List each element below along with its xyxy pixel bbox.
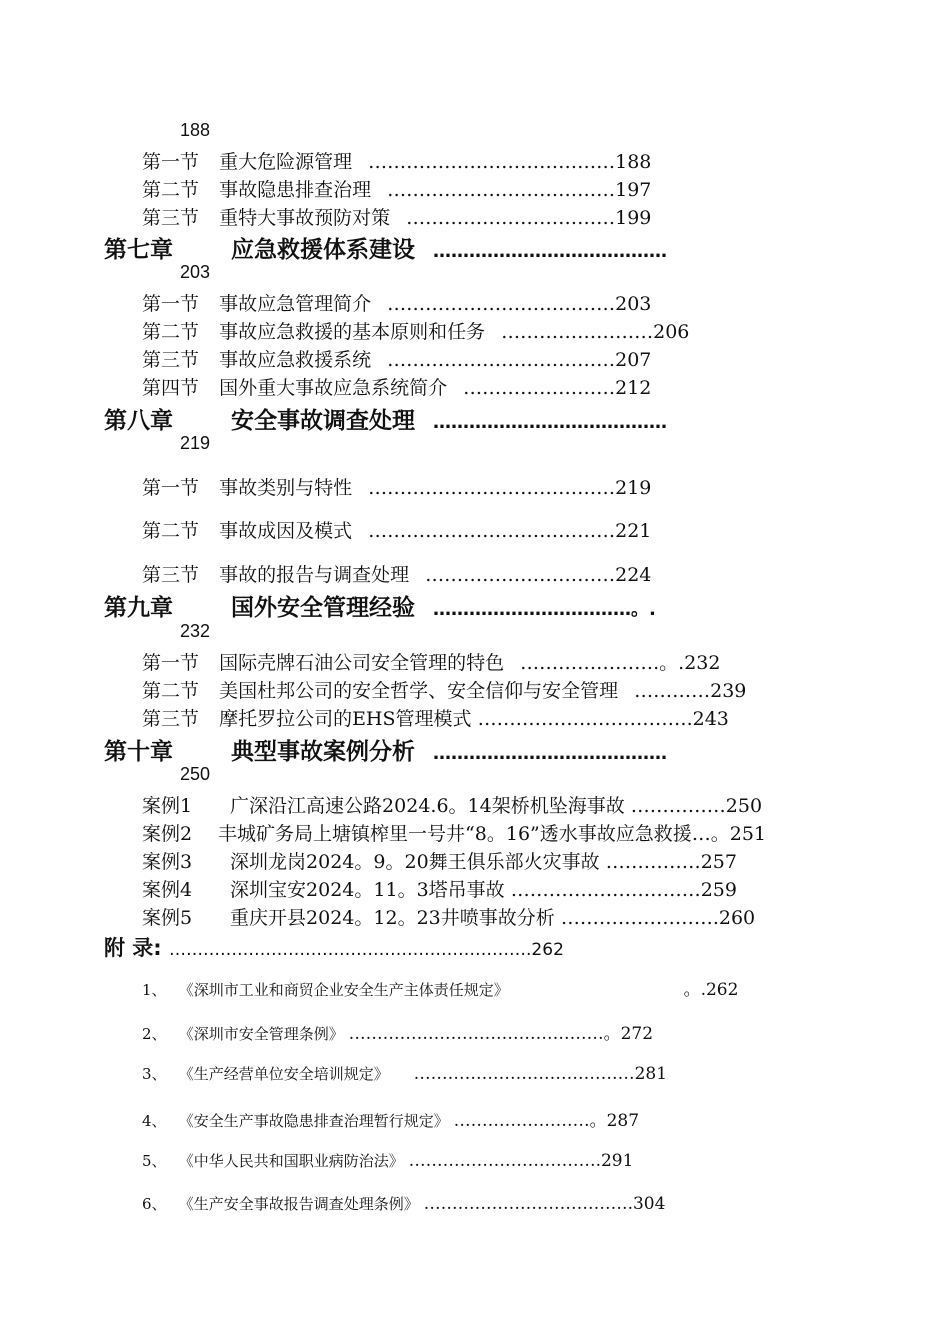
dot-leader: ……………257 bbox=[605, 851, 737, 873]
section-label: 第一节 bbox=[142, 477, 200, 499]
section-title: 国际壳牌石油公司安全管理的特色 bbox=[219, 652, 505, 674]
dot-leader: ………………………………… bbox=[433, 412, 668, 433]
dot-leader: ………………………………………。272 bbox=[348, 1024, 654, 1044]
appendix-entry[interactable] bbox=[142, 975, 738, 1000]
dot-leader: ………………………………… bbox=[433, 241, 668, 262]
chapter-label: 第八章 bbox=[104, 408, 173, 434]
chapter-label: 第七章 bbox=[104, 237, 173, 263]
dot-leader: …………………………………281 bbox=[413, 1064, 668, 1084]
section-label: 第二节 bbox=[142, 520, 200, 542]
appendix-title: 《安全生产事故隐患排查治理暂行规定》 bbox=[178, 1112, 449, 1130]
appendix-number: 4、 bbox=[142, 1112, 167, 1130]
section-label: 第一节 bbox=[142, 652, 200, 674]
section-title: 事故应急救援系统 bbox=[219, 349, 372, 371]
section-title: 国外重大事故应急系统简介 bbox=[219, 377, 448, 399]
case-label: 案例2 bbox=[142, 823, 193, 845]
appendix-entry[interactable] bbox=[142, 1150, 633, 1171]
chapter-heading[interactable] bbox=[104, 231, 667, 264]
case-title: 深圳宝安2024。11。3塔吊事故 bbox=[230, 879, 505, 901]
toc-entry[interactable] bbox=[142, 704, 729, 731]
section-label: 第三节 bbox=[142, 708, 200, 730]
case-entry[interactable] bbox=[142, 791, 762, 818]
section-label: 第四节 bbox=[142, 377, 200, 399]
case-title: 深圳龙岗2024。9。20舞王俱乐部火灾事故 bbox=[230, 851, 600, 873]
page-number: 219 bbox=[180, 433, 211, 453]
case-label: 案例4 bbox=[142, 879, 193, 901]
dot-leader: ………………………………203 bbox=[387, 293, 652, 315]
chapter-title: 安全事故调查处理 bbox=[231, 408, 416, 434]
toc-entry[interactable] bbox=[142, 560, 651, 587]
dot-leader: …………………………………188 bbox=[368, 151, 652, 173]
dot-leader: ………………………………197 bbox=[387, 179, 652, 201]
appendix-number: 1、 bbox=[142, 981, 167, 999]
chapter-title: 典型事故案例分析 bbox=[231, 739, 416, 765]
dot-leader: …………………………………221 bbox=[368, 520, 652, 542]
appendix-number: 3、 bbox=[142, 1065, 167, 1083]
appendix-number: 5、 bbox=[142, 1152, 167, 1170]
section-title: 事故的报告与调查处理 bbox=[219, 564, 410, 586]
appendix-title: 《生产经营单位安全培训规定》 bbox=[178, 1065, 389, 1083]
dot-leader: 。.262 bbox=[683, 980, 739, 1000]
dot-leader: ……………………。287 bbox=[453, 1111, 640, 1131]
dot-leader: ………………….。.232 bbox=[520, 652, 721, 674]
section-title: 摩托罗拉公司的EHS管理模式 bbox=[219, 708, 472, 730]
case-entry[interactable] bbox=[142, 847, 737, 874]
appendix-number: 6、 bbox=[142, 1195, 167, 1213]
chapter-heading[interactable] bbox=[104, 589, 656, 622]
appendix-title: 《深圳市工业和商贸企业安全生产主体责任规定》 bbox=[178, 981, 509, 999]
dot-leader: …………………………….291 bbox=[408, 1151, 634, 1171]
section-label: 第一节 bbox=[142, 151, 200, 173]
section-label: 第二节 bbox=[142, 680, 200, 702]
dot-leader: ……………………………199 bbox=[406, 207, 652, 229]
dot-leader: ……………250 bbox=[630, 795, 763, 817]
case-title: 重庆开县2024。12。23井喷事故分析 bbox=[230, 907, 555, 929]
appendix-entry[interactable] bbox=[142, 1193, 665, 1214]
section-label: 第三节 bbox=[142, 349, 200, 371]
dot-leader: …………………….260 bbox=[560, 907, 756, 929]
section-title: 事故类别与特性 bbox=[219, 477, 353, 499]
appendix-title: 《深圳市安全管理条例》 bbox=[178, 1025, 344, 1043]
dot-leader: ………………………………207 bbox=[387, 349, 652, 371]
appendix-entry[interactable] bbox=[142, 1063, 667, 1084]
section-label: 第三节 bbox=[142, 564, 200, 586]
page-number: 203 bbox=[180, 262, 211, 282]
appendix-entry[interactable] bbox=[142, 1106, 639, 1131]
chapter-heading[interactable] bbox=[104, 402, 667, 435]
toc-entry[interactable] bbox=[142, 648, 720, 675]
toc-entry[interactable] bbox=[142, 473, 651, 500]
appendix-title: 《中华人民共和国职业病防治法》 bbox=[178, 1152, 404, 1170]
toc-entry[interactable] bbox=[142, 676, 746, 703]
appendix-title: 《生产安全事故报告调查处理条例》 bbox=[178, 1195, 419, 1213]
appendix-number: 2、 bbox=[142, 1025, 167, 1043]
section-label: 第三节 bbox=[142, 207, 200, 229]
section-title: 事故应急救援的基本原则和任务 bbox=[219, 321, 486, 343]
case-entry[interactable] bbox=[142, 819, 772, 846]
dot-leader: ……………………212 bbox=[463, 377, 652, 399]
appendix-heading[interactable] bbox=[104, 932, 564, 962]
toc-entry[interactable] bbox=[142, 317, 689, 344]
dot-leader: ………………………………… bbox=[433, 743, 668, 764]
section-title: 重特大事故预防对策 bbox=[219, 207, 391, 229]
page-number: 250 bbox=[180, 764, 211, 784]
dot-leader: …………239 bbox=[634, 680, 747, 702]
toc-entry[interactable] bbox=[142, 147, 651, 174]
toc-entry[interactable] bbox=[142, 516, 651, 543]
toc-entry[interactable] bbox=[142, 175, 651, 202]
toc-entry[interactable] bbox=[142, 373, 651, 400]
chapter-heading[interactable] bbox=[104, 733, 667, 766]
section-title: 重大危险源管理 bbox=[219, 151, 353, 173]
toc-entry[interactable] bbox=[142, 289, 651, 316]
toc-entry[interactable] bbox=[142, 203, 651, 230]
dot-leader: …………………………224 bbox=[425, 564, 652, 586]
chapter-title: 国外安全管理经验 bbox=[231, 595, 416, 621]
section-label: 第一节 bbox=[142, 293, 200, 315]
case-title: 广深沿江高速公路2024.6。14架桥机坠海事故 bbox=[230, 795, 625, 817]
case-entry[interactable] bbox=[142, 875, 737, 902]
case-entry[interactable] bbox=[142, 903, 755, 930]
case-label: 案例3 bbox=[142, 851, 193, 873]
section-title: 事故隐患排查治理 bbox=[219, 179, 372, 201]
section-title: 美国杜邦公司的安全哲学、安全信仰与安全管理 bbox=[219, 680, 619, 702]
dot-leader: …………………………………219 bbox=[368, 477, 652, 499]
dot-leader: …………………………259 bbox=[510, 879, 737, 901]
appendix-label: 附 录: bbox=[104, 936, 162, 960]
case-label: 案例1 bbox=[142, 795, 193, 817]
chapter-label: 第九章 bbox=[104, 595, 173, 621]
case-title: 丰城矿务局上塘镇榨里一号井“8。16”透水事故应急救援…。251 bbox=[218, 823, 767, 845]
toc-entry[interactable] bbox=[142, 345, 651, 372]
page-number: 188 bbox=[180, 120, 211, 140]
case-label: 案例5 bbox=[142, 907, 193, 929]
dot-leader: ……………………………………………………….262 bbox=[169, 940, 564, 960]
dot-leader: ……………………………。. bbox=[433, 599, 656, 620]
section-label: 第二节 bbox=[142, 179, 200, 201]
page-number: 232 bbox=[180, 621, 211, 641]
section-title: 事故应急管理简介 bbox=[219, 293, 372, 315]
appendix-entry[interactable] bbox=[142, 1019, 653, 1044]
dot-leader: ……………………………….304 bbox=[423, 1194, 666, 1214]
dot-leader: …………………………….243 bbox=[477, 708, 729, 730]
section-label: 第二节 bbox=[142, 321, 200, 343]
section-title: 事故成因及模式 bbox=[219, 520, 353, 542]
chapter-title: 应急救援体系建设 bbox=[231, 237, 416, 263]
chapter-label: 第十章 bbox=[104, 739, 173, 765]
dot-leader: ……………………206 bbox=[501, 321, 690, 343]
